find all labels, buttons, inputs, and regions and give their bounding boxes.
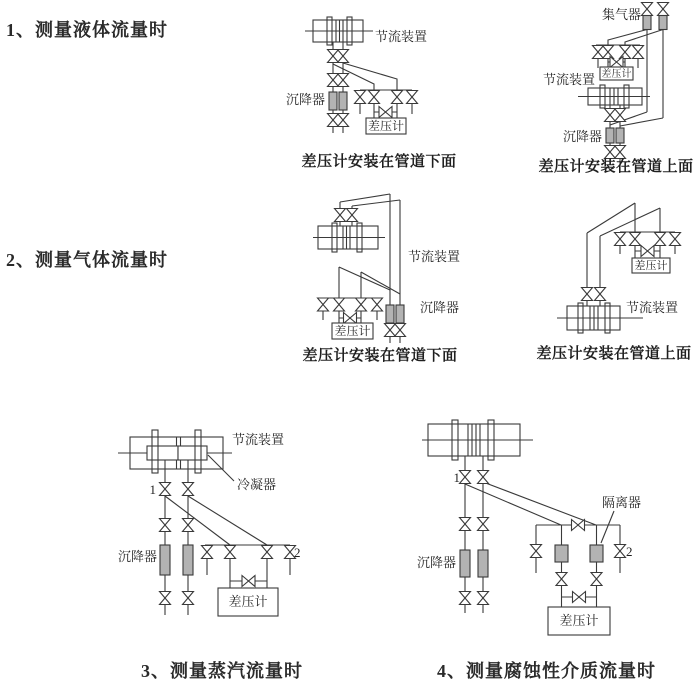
- valve-icon: [334, 298, 345, 311]
- settler-vessel: [339, 92, 347, 110]
- valve-icon: [620, 46, 631, 59]
- valve-icon: [615, 146, 626, 159]
- valve-icon: [478, 518, 489, 531]
- valve-icon: [615, 545, 626, 558]
- valve-icon: [335, 209, 346, 222]
- dp-gauge-label: 差压计: [228, 594, 268, 609]
- gas-collector-vessel: [643, 16, 651, 30]
- equalizing-valve-icon: [572, 520, 585, 531]
- gas-collector-label: 集气器: [601, 7, 641, 22]
- equalizing-valve-icon: [379, 107, 392, 118]
- equalizing-valve-icon: [344, 313, 357, 324]
- settler-vessel: [329, 92, 337, 110]
- section-2-title: 2、测量气体流量时: [6, 250, 168, 270]
- settler-label: 沉降器: [562, 129, 602, 144]
- caption: 差压计安装在管道上面: [536, 346, 692, 362]
- settler-label: 沉降器: [117, 549, 157, 564]
- valve-icon: [603, 46, 614, 59]
- condenser-label: 冷凝器: [237, 477, 277, 492]
- dp-manifold: [596, 45, 640, 68]
- orifice-assembly: [422, 420, 533, 460]
- orifice-assembly: [118, 430, 232, 473]
- dp-manifold: [536, 525, 620, 607]
- settler-vessel: [606, 128, 614, 143]
- diagram-liquid-dp-below: [280, 0, 465, 175]
- valve-icon: [478, 592, 489, 605]
- valve-icon: [356, 298, 367, 311]
- isolator-vessel: [590, 545, 603, 562]
- isolator-vessel: [555, 545, 568, 562]
- section-1-title: 1、测量液体流量时: [6, 20, 168, 40]
- valve-icon: [328, 114, 339, 127]
- valve-icon: [655, 233, 666, 246]
- valve-icon: [478, 471, 489, 484]
- valve-icon: [395, 324, 406, 337]
- section-4-title: 4、测量腐蚀性介质流量时: [437, 661, 656, 681]
- valve-icon: [338, 114, 349, 127]
- valve-icon: [658, 3, 669, 16]
- dp-manifold: [620, 232, 675, 258]
- valve-icon: [160, 592, 171, 605]
- diagram-steam: [60, 410, 320, 635]
- valve-icon: [183, 483, 194, 496]
- tap-2-label: 2: [294, 545, 301, 560]
- dp-gauge-label: 差压计: [367, 119, 405, 133]
- settler-vessel: [478, 550, 488, 577]
- valve-icon: [347, 209, 358, 222]
- valve-icon: [160, 519, 171, 532]
- dp-gauge-label: 差压计: [334, 324, 371, 338]
- diagram-liquid-dp-above: [500, 0, 700, 178]
- tap-1-label: 1: [149, 482, 156, 497]
- valve-icon: [615, 109, 626, 122]
- settler-vessel: [460, 550, 470, 577]
- orifice-assembly: [578, 85, 650, 108]
- dp-gauge-label: 差压计: [634, 260, 668, 272]
- equalizing-valve-icon: [641, 246, 654, 257]
- diagram-gas-dp-below: [280, 190, 485, 365]
- caption: 差压计安装在管道下面: [302, 348, 458, 364]
- valve-icon: [202, 546, 213, 559]
- equalizing-valve-icon: [573, 592, 586, 603]
- valve-icon: [670, 233, 681, 246]
- diagram-gas-dp-above: [500, 190, 700, 370]
- valve-icon: [369, 91, 380, 104]
- settler-label: 沉降器: [420, 300, 460, 315]
- tap-2-label: 2: [626, 544, 633, 559]
- valve-icon: [642, 3, 653, 16]
- valve-icon: [595, 288, 606, 301]
- caption: 差压计安装在管道下面: [301, 154, 457, 170]
- valve-icon: [372, 298, 383, 311]
- valve-icon: [338, 50, 349, 63]
- valve-icon: [407, 91, 418, 104]
- diagram-corrosive: [390, 410, 700, 645]
- throttle-label: 节流装置: [543, 72, 596, 87]
- isolator-pointer: [601, 511, 614, 543]
- valve-icon: [630, 233, 641, 246]
- valve-icon: [460, 471, 471, 484]
- valve-icon: [531, 545, 542, 558]
- tap-1-label: 1: [453, 470, 460, 485]
- gas-collector-vessel: [659, 16, 667, 30]
- valve-icon: [328, 50, 339, 63]
- valve-icon: [605, 109, 616, 122]
- valve-icon: [591, 573, 602, 586]
- valve-icon: [615, 233, 626, 246]
- condenser-pointer: [208, 455, 234, 481]
- throttle-label: 节流装置: [408, 249, 461, 264]
- isolator-label: 隔离器: [602, 495, 642, 510]
- valve-icon: [183, 519, 194, 532]
- valve-icon: [160, 483, 171, 496]
- valve-icon: [460, 592, 471, 605]
- caption: 差压计安装在管道上面: [538, 159, 694, 175]
- dp-manifold: [323, 298, 377, 323]
- throttle-label: 节流装置: [626, 300, 679, 315]
- orifice-assembly: [305, 17, 373, 45]
- equalizing-valve-icon: [610, 57, 623, 68]
- dp-gauge-label: 差压计: [559, 613, 599, 628]
- valve-icon: [318, 298, 329, 311]
- valve-icon: [225, 546, 236, 559]
- valve-icon: [338, 74, 349, 87]
- valve-icon: [392, 91, 403, 104]
- valve-icon: [556, 573, 567, 586]
- dp-gauge-label: 差压计: [601, 69, 632, 80]
- valve-icon: [460, 518, 471, 531]
- settler-vessel: [616, 128, 624, 143]
- valve-icon: [582, 288, 593, 301]
- valve-icon: [328, 74, 339, 87]
- condenser-pot: [178, 446, 207, 460]
- valve-icon: [183, 592, 194, 605]
- orifice-assembly: [313, 223, 385, 252]
- valve-icon: [633, 46, 644, 59]
- throttle-label: 节流装置: [232, 432, 285, 447]
- settler-vessel: [396, 305, 404, 323]
- equalizing-valve-icon: [242, 576, 255, 587]
- valve-icon: [605, 146, 616, 159]
- valve-icon: [593, 46, 604, 59]
- settler-vessel: [386, 305, 394, 323]
- valve-icon: [262, 546, 273, 559]
- section-3-title: 3、测量蒸汽流量时: [141, 661, 303, 681]
- settler-vessel: [160, 545, 170, 575]
- throttle-label: 节流装置: [375, 29, 428, 44]
- settler-label: 沉降器: [285, 92, 325, 107]
- valve-icon: [385, 324, 396, 337]
- valve-icon: [355, 91, 366, 104]
- settler-label: 沉降器: [416, 555, 456, 570]
- settler-vessel: [183, 545, 193, 575]
